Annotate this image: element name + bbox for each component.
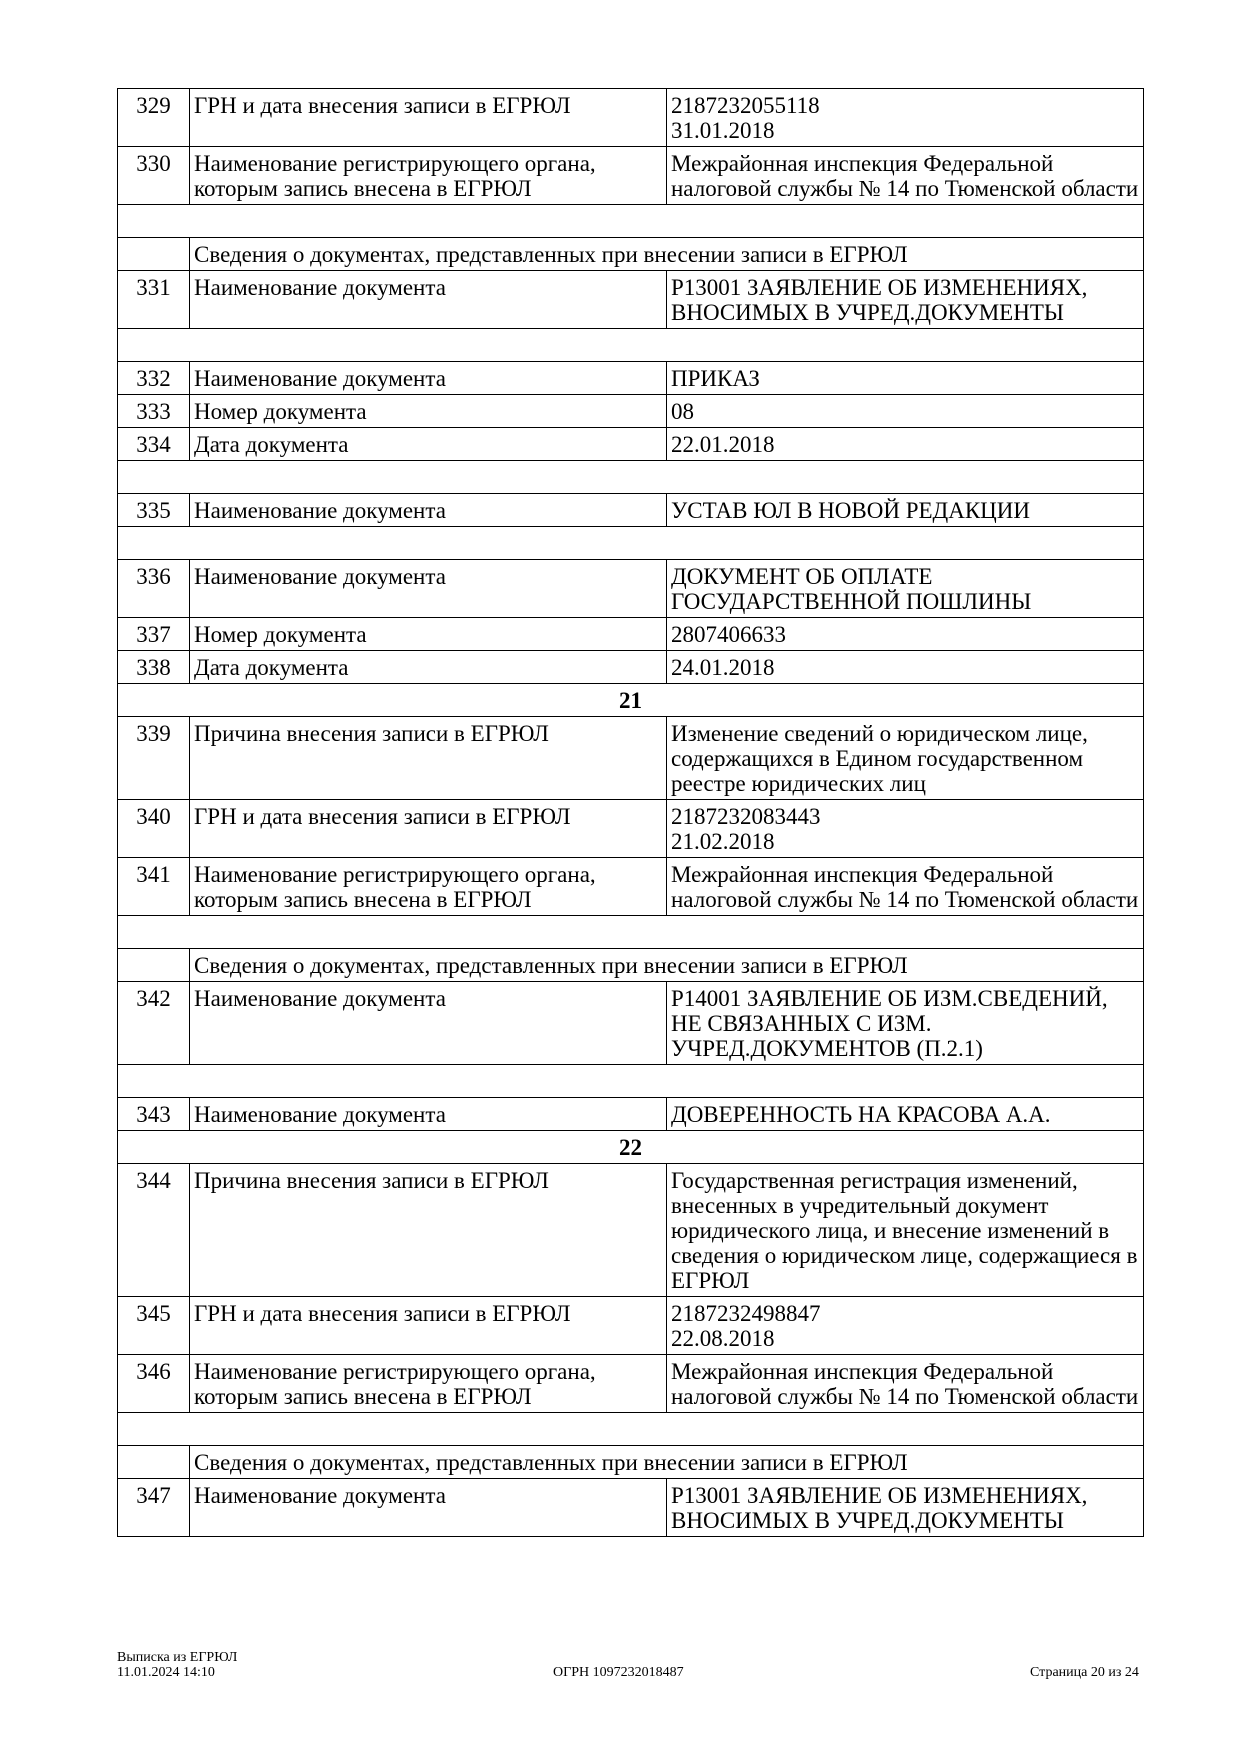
footer-page-number: Страница 20 из 24 xyxy=(1030,1665,1139,1680)
row-number: 330 xyxy=(118,147,190,205)
row-number: 343 xyxy=(118,1098,190,1131)
row-label: Дата документа xyxy=(190,428,667,461)
table-row xyxy=(118,800,1144,858)
row-value: Изменение сведений о юридическом лице, содержащихся в Едином государственном реестре юридических лиц xyxy=(667,717,1144,800)
table-row xyxy=(118,717,1144,800)
footer-doc-title: Выписка из ЕГРЮЛ xyxy=(117,1650,238,1665)
row-label: Причина внесения записи в ЕГРЮЛ xyxy=(190,717,667,800)
row-label: Дата документа xyxy=(190,651,667,684)
spacer-cell xyxy=(118,461,1144,494)
footer-ogrn: ОГРН 1097232018487 xyxy=(553,1665,684,1680)
table-row xyxy=(118,982,1144,1065)
documents-subheader-row xyxy=(118,1446,1144,1479)
row-number: 334 xyxy=(118,428,190,461)
row-value: Межрайонная инспекция Федеральной налоговой службы № 14 по Тюменской области xyxy=(667,147,1144,205)
table-row xyxy=(118,560,1144,618)
row-number: 346 xyxy=(118,1355,190,1413)
documents-subheader-row xyxy=(118,238,1144,271)
row-label: Наименование документа xyxy=(190,271,667,329)
row-label: Номер документа xyxy=(190,618,667,651)
row-label: Наименование документа xyxy=(190,982,667,1065)
row-value: 08 xyxy=(667,395,1144,428)
row-value: ПРИКАЗ xyxy=(667,362,1144,395)
row-label: Наименование регистрирующего органа, которым запись внесена в ЕГРЮЛ xyxy=(190,858,667,916)
subheader-label: Сведения о документах, представленных при внесении записи в ЕГРЮЛ xyxy=(190,1446,1144,1479)
row-number: 341 xyxy=(118,858,190,916)
section-number: 22 xyxy=(118,1131,1144,1164)
row-value: 2187232083443 21.02.2018 xyxy=(667,800,1144,858)
row-number: 339 xyxy=(118,717,190,800)
section-number-row xyxy=(118,684,1144,717)
table-row xyxy=(118,618,1144,651)
row-number: 347 xyxy=(118,1479,190,1537)
table-row xyxy=(118,271,1144,329)
row-value: Р14001 ЗАЯВЛЕНИЕ ОБ ИЗМ.СВЕДЕНИЙ, НЕ СВЯЗАННЫХ С ИЗМ. УЧРЕД.ДОКУМЕНТОВ (П.2.1) xyxy=(667,982,1144,1065)
row-value: Р13001 ЗАЯВЛЕНИЕ ОБ ИЗМЕНЕНИЯХ, ВНОСИМЫХ В УЧРЕД.ДОКУМЕНТЫ xyxy=(667,271,1144,329)
row-label: Номер документа xyxy=(190,395,667,428)
row-number: 344 xyxy=(118,1164,190,1297)
row-label: ГРН и дата внесения записи в ЕГРЮЛ xyxy=(190,1297,667,1355)
spacer-cell xyxy=(118,205,1144,238)
row-label: Причина внесения записи в ЕГРЮЛ xyxy=(190,1164,667,1297)
spacer-cell xyxy=(118,916,1144,949)
spacer-cell xyxy=(118,329,1144,362)
row-number: 335 xyxy=(118,494,190,527)
row-value: 2807406633 xyxy=(667,618,1144,651)
table-row xyxy=(118,1164,1144,1297)
section-number-row xyxy=(118,1131,1144,1164)
spacer-cell xyxy=(118,1065,1144,1098)
subheader-empty-cell xyxy=(118,238,190,271)
spacer-row xyxy=(118,916,1144,949)
row-label: Наименование документа xyxy=(190,1479,667,1537)
spacer-row xyxy=(118,527,1144,560)
row-label: Наименование документа xyxy=(190,560,667,618)
spacer-row xyxy=(118,1065,1144,1098)
table-row xyxy=(118,858,1144,916)
table-row xyxy=(118,428,1144,461)
row-number: 332 xyxy=(118,362,190,395)
table-row xyxy=(118,362,1144,395)
row-number: 336 xyxy=(118,560,190,618)
row-value: ДОКУМЕНТ ОБ ОПЛАТЕ ГОСУДАРСТВЕННОЙ ПОШЛИНЫ xyxy=(667,560,1144,618)
row-label: Наименование документа xyxy=(190,1098,667,1131)
table-row xyxy=(118,1355,1144,1413)
row-label: Наименование документа xyxy=(190,362,667,395)
row-number: 338 xyxy=(118,651,190,684)
footer-document-info xyxy=(117,1650,237,1680)
spacer-cell xyxy=(118,1413,1144,1446)
row-label: Наименование регистрирующего органа, которым запись внесена в ЕГРЮЛ xyxy=(190,1355,667,1413)
table-row xyxy=(118,1098,1144,1131)
subheader-label: Сведения о документах, представленных при внесении записи в ЕГРЮЛ xyxy=(190,238,1144,271)
row-value: 2187232498847 22.08.2018 xyxy=(667,1297,1144,1355)
row-value: Межрайонная инспекция Федеральной налоговой службы № 14 по Тюменской области xyxy=(667,1355,1144,1413)
spacer-row xyxy=(118,1413,1144,1446)
table-row xyxy=(118,1297,1144,1355)
row-number: 345 xyxy=(118,1297,190,1355)
spacer-row xyxy=(118,329,1144,362)
table-row xyxy=(118,89,1144,147)
table-row xyxy=(118,395,1144,428)
table-row xyxy=(118,651,1144,684)
subheader-empty-cell xyxy=(118,949,190,982)
row-value: 24.01.2018 xyxy=(667,651,1144,684)
documents-subheader-row xyxy=(118,949,1144,982)
section-number: 21 xyxy=(118,684,1144,717)
row-number: 340 xyxy=(118,800,190,858)
row-number: 337 xyxy=(118,618,190,651)
row-value: 22.01.2018 xyxy=(667,428,1144,461)
egrul-extract-table xyxy=(117,88,1144,1537)
row-number: 342 xyxy=(118,982,190,1065)
row-number: 329 xyxy=(118,89,190,147)
table-row xyxy=(118,147,1144,205)
row-value: Межрайонная инспекция Федеральной налоговой службы № 14 по Тюменской области xyxy=(667,858,1144,916)
spacer-row xyxy=(118,461,1144,494)
subheader-empty-cell xyxy=(118,1446,190,1479)
subheader-label: Сведения о документах, представленных при внесении записи в ЕГРЮЛ xyxy=(190,949,1144,982)
row-number: 333 xyxy=(118,395,190,428)
row-value: Государственная регистрация изменений, внесенных в учредительный документ юридического лица, и внесение изменений в сведения о юридическом лице, содержащиеся в ЕГРЮЛ xyxy=(667,1164,1144,1297)
table-body xyxy=(118,89,1144,1537)
row-label: Наименование регистрирующего органа, которым запись внесена в ЕГРЮЛ xyxy=(190,147,667,205)
spacer-cell xyxy=(118,527,1144,560)
spacer-row xyxy=(118,205,1144,238)
row-value: УСТАВ ЮЛ В НОВОЙ РЕДАКЦИИ xyxy=(667,494,1144,527)
table-row xyxy=(118,1479,1144,1537)
footer-datetime: 11.01.2024 14:10 xyxy=(117,1665,215,1680)
row-value: 2187232055118 31.01.2018 xyxy=(667,89,1144,147)
table-row xyxy=(118,494,1144,527)
row-label: ГРН и дата внесения записи в ЕГРЮЛ xyxy=(190,800,667,858)
row-label: ГРН и дата внесения записи в ЕГРЮЛ xyxy=(190,89,667,147)
row-label: Наименование документа xyxy=(190,494,667,527)
row-number: 331 xyxy=(118,271,190,329)
row-value: Р13001 ЗАЯВЛЕНИЕ ОБ ИЗМЕНЕНИЯХ, ВНОСИМЫХ В УЧРЕД.ДОКУМЕНТЫ xyxy=(667,1479,1144,1537)
row-value: ДОВЕРЕННОСТЬ НА КРАСОВА А.А. xyxy=(667,1098,1144,1131)
